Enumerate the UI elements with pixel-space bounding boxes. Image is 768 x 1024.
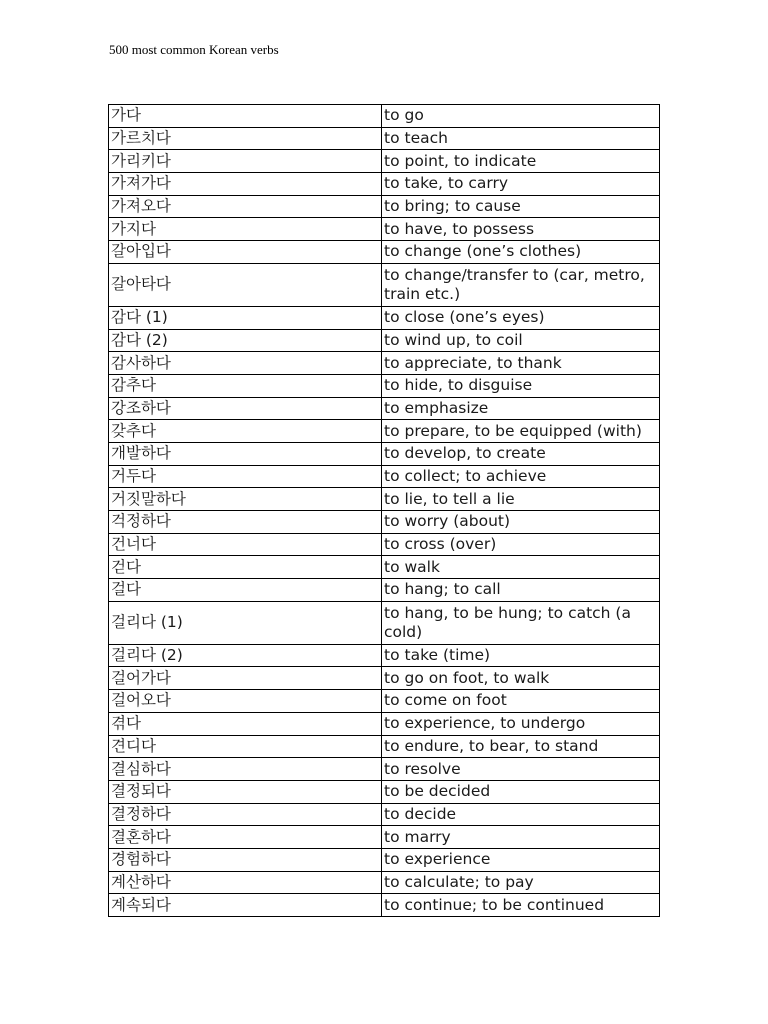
- english-meaning: to worry (about): [382, 511, 660, 534]
- korean-verb: 겪다: [109, 712, 382, 735]
- korean-verb: 결정되다: [109, 780, 382, 803]
- english-meaning: to hang; to call: [382, 579, 660, 602]
- english-meaning: to hide, to disguise: [382, 374, 660, 397]
- korean-verb: 감다 (1): [109, 306, 382, 329]
- korean-verb: 걸리다 (1): [109, 601, 382, 644]
- english-meaning: to teach: [382, 127, 660, 150]
- table-row: [109, 533, 660, 556]
- english-meaning: to lie, to tell a lie: [382, 488, 660, 511]
- korean-verb: 결심하다: [109, 758, 382, 781]
- english-meaning: to take (time): [382, 644, 660, 667]
- english-meaning: to come on foot: [382, 690, 660, 713]
- table-row: [109, 150, 660, 173]
- korean-verb: 계산하다: [109, 871, 382, 894]
- table-row: [109, 511, 660, 534]
- table-row: [109, 105, 660, 128]
- table-row: [109, 848, 660, 871]
- english-meaning: to marry: [382, 826, 660, 849]
- table-row: [109, 127, 660, 150]
- table-row: [109, 712, 660, 735]
- table-row: [109, 871, 660, 894]
- table-row: [109, 352, 660, 375]
- english-meaning: to calculate; to pay: [382, 871, 660, 894]
- korean-verb: 갈아입다: [109, 241, 382, 264]
- korean-verb: 가져가다: [109, 173, 382, 196]
- english-meaning: to prepare, to be equipped (with): [382, 420, 660, 443]
- english-meaning: to continue; to be continued: [382, 894, 660, 917]
- table-row: [109, 556, 660, 579]
- korean-verb: 걷다: [109, 556, 382, 579]
- table-row: [109, 420, 660, 443]
- table-row: [109, 644, 660, 667]
- english-meaning: to be decided: [382, 780, 660, 803]
- english-meaning: to close (one’s eyes): [382, 306, 660, 329]
- english-meaning: to experience, to undergo: [382, 712, 660, 735]
- table-row: [109, 306, 660, 329]
- table-row: [109, 690, 660, 713]
- english-meaning: to experience: [382, 848, 660, 871]
- english-meaning: to collect; to achieve: [382, 465, 660, 488]
- korean-verb: 갖추다: [109, 420, 382, 443]
- table-row: [109, 263, 660, 306]
- english-meaning: to walk: [382, 556, 660, 579]
- english-meaning: to bring; to cause: [382, 195, 660, 218]
- korean-verb: 가져오다: [109, 195, 382, 218]
- korean-verb: 개발하다: [109, 442, 382, 465]
- korean-verb: 계속되다: [109, 894, 382, 917]
- korean-verb: 가다: [109, 105, 382, 128]
- table-row: [109, 488, 660, 511]
- english-meaning: to decide: [382, 803, 660, 826]
- verb-table: [108, 104, 660, 917]
- korean-verb: 걸어오다: [109, 690, 382, 713]
- table-row: [109, 218, 660, 241]
- table-row: [109, 758, 660, 781]
- table-row: [109, 329, 660, 352]
- korean-verb: 걸어가다: [109, 667, 382, 690]
- korean-verb: 가르치다: [109, 127, 382, 150]
- english-meaning: to resolve: [382, 758, 660, 781]
- korean-verb: 강조하다: [109, 397, 382, 420]
- english-meaning: to cross (over): [382, 533, 660, 556]
- korean-verb: 거짓말하다: [109, 488, 382, 511]
- english-meaning: to change/transfer to (car, metro, train etc.): [382, 263, 660, 306]
- english-meaning: to appreciate, to thank: [382, 352, 660, 375]
- korean-verb: 건너다: [109, 533, 382, 556]
- korean-verb: 갈아타다: [109, 263, 382, 306]
- table-row: [109, 579, 660, 602]
- korean-verb: 걸다: [109, 579, 382, 602]
- english-meaning: to point, to indicate: [382, 150, 660, 173]
- english-meaning: to go on foot, to walk: [382, 667, 660, 690]
- table-row: [109, 667, 660, 690]
- english-meaning: to have, to possess: [382, 218, 660, 241]
- english-meaning: to develop, to create: [382, 442, 660, 465]
- table-row: [109, 241, 660, 264]
- korean-verb: 경험하다: [109, 848, 382, 871]
- korean-verb: 결혼하다: [109, 826, 382, 849]
- korean-verb: 결정하다: [109, 803, 382, 826]
- korean-verb: 가리키다: [109, 150, 382, 173]
- english-meaning: to wind up, to coil: [382, 329, 660, 352]
- english-meaning: to emphasize: [382, 397, 660, 420]
- table-row: [109, 826, 660, 849]
- english-meaning: to take, to carry: [382, 173, 660, 196]
- table-row: [109, 780, 660, 803]
- korean-verb: 감사하다: [109, 352, 382, 375]
- english-meaning: to go: [382, 105, 660, 128]
- korean-verb: 가지다: [109, 218, 382, 241]
- korean-verb: 거두다: [109, 465, 382, 488]
- korean-verb: 감추다: [109, 374, 382, 397]
- table-row: [109, 173, 660, 196]
- korean-verb: 감다 (2): [109, 329, 382, 352]
- english-meaning: to change (one’s clothes): [382, 241, 660, 264]
- table-row: [109, 465, 660, 488]
- korean-verb: 걸리다 (2): [109, 644, 382, 667]
- table-row: [109, 894, 660, 917]
- table-row: [109, 397, 660, 420]
- korean-verb: 걱정하다: [109, 511, 382, 534]
- table-row: [109, 374, 660, 397]
- document-title: 500 most common Korean verbs: [109, 42, 279, 57]
- table-row: [109, 195, 660, 218]
- table-row: [109, 735, 660, 758]
- english-meaning: to hang, to be hung; to catch (a cold): [382, 601, 660, 644]
- verb-table-body: [109, 105, 660, 917]
- korean-verb: 견디다: [109, 735, 382, 758]
- english-meaning: to endure, to bear, to stand: [382, 735, 660, 758]
- table-row: [109, 601, 660, 644]
- table-row: [109, 803, 660, 826]
- table-row: [109, 442, 660, 465]
